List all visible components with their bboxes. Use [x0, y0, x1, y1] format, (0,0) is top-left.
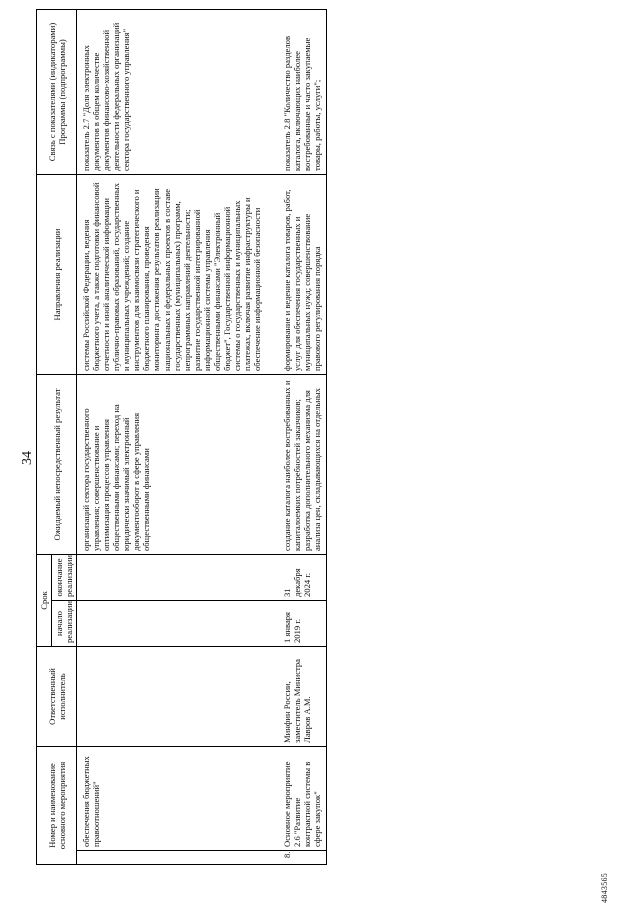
- document-id: 4843565: [600, 872, 609, 903]
- directions: формирование и ведение каталога товаров, работ, услуг для обеспечения государственных и муниципальных нужд; совершенствование правового регулирования порядка: [268, 174, 327, 374]
- start-date: 1 января 2019 г.: [268, 601, 327, 647]
- header-executor: Ответственный исполнитель: [37, 647, 77, 747]
- start-date: [77, 601, 268, 647]
- measures-table: [36, 9, 327, 865]
- header-term: Срок: [37, 554, 52, 646]
- header-directions: Направления реализации: [37, 174, 77, 374]
- header-indicator-link: Связь с показателями (индикаторами) Программы (подпрограммы): [37, 9, 77, 174]
- table-row: [268, 9, 327, 864]
- expected-result: создание каталога наиболее востребованных и капиталоемких потребностей заказчиков; разработка дополнительного механизма для анализа цен, складывающихся на отдельных: [268, 374, 327, 554]
- indicator-link: показатель 2.7 "Доля электронных документов в общем количестве документов финансово-хозяйственной деятельности федеральных организаций сектора государственного управления": [77, 9, 268, 174]
- header-start: начало реализации: [52, 601, 77, 647]
- directions: системы Российской Федерации, ведения бюджетного учета, а также подготовки финансовой отчетности и иной аналитической информации публично-правовых образований, государственных и муниципальных учреждений; создание инструментов для взаимосвязи стратегического и бюджетного планирования, проведения мониторинга достижения результатов реализации национальных и федеральных проектов в составе государственных (муниципальных) программ, непрограммных направлений деятельности; развитие государственной интегрированной информационной системы управления общественными финансами "Электронный бюджет", Государственной информационной системы о государственных и муниципальных платежах, включая развитие инфраструктуры и обеспечение информационной безопасности: [77, 174, 268, 374]
- measure-name: Основное мероприятие 2.6 "Развитие контрактной системы в сфере закупок": [268, 747, 327, 851]
- measure-name: обеспечения бюджетных правоотношений": [77, 747, 268, 851]
- row-number: [77, 851, 268, 865]
- header-number-name: Номер и наименование основного мероприятия: [37, 747, 77, 865]
- row-number: 8.: [268, 851, 327, 865]
- indicator-link: показатель 2.8 "Количество разделов каталога, включающих наиболее востребованные и часто закупаемые товары, работы, услуги";: [268, 9, 327, 174]
- expected-result: организаций сектора государственного управления; совершенствование и оптимизация процессов управления общественными финансами; переход на юридически значимый электронный документооборот в сфере управления общественными финансами: [77, 374, 268, 554]
- header-result: Ожидаемый непосредственный результат: [37, 374, 77, 554]
- table-row: [77, 9, 268, 864]
- header-end: окончание реализации: [52, 554, 77, 600]
- page-number: 34: [20, 451, 35, 465]
- end-date: 31 декабря 2024 г.: [268, 554, 327, 600]
- end-date: [77, 554, 268, 600]
- executor: [77, 647, 268, 747]
- executor: Минфин России, заместитель Министра Лавров А.М.: [268, 647, 327, 747]
